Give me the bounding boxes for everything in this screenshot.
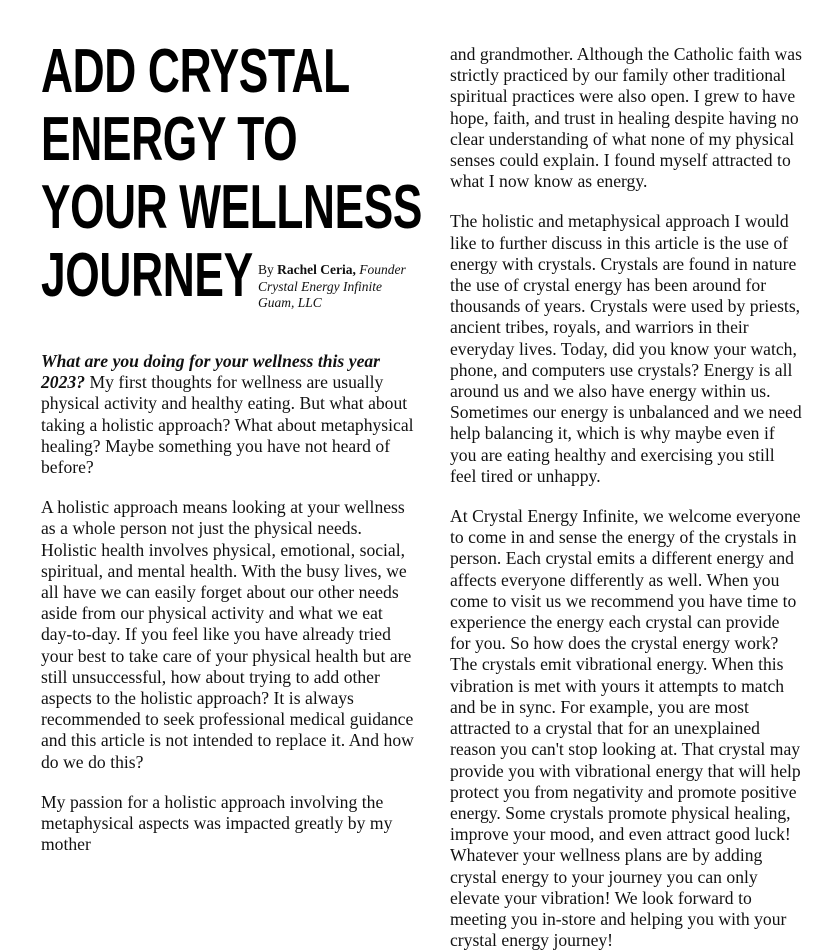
headline-line-1: ADD CRYSTAL [41,37,350,106]
headline-line-4: JOURNEY [41,241,253,310]
byline-prefix: By [258,262,278,277]
paragraph-left-2: A holistic approach means looking at your wellness as a whole person not just the physical needs. Holistic health involves physical, emotional, social, spiritual, and mental health. With the busy lives, we all have we can easily forget about our other needs aside from our physical activity and what we eat day-to-day. If you feel like you have already tried your best to take care of your physical health but are still unsuccessful, how about trying to add other aspects to the holistic approach? It is always recommended to seek professional medical guidance and this article is not intended to replace it. And how do we do this? [41,497,414,772]
lead-question: What are you doing for your wellness this year 2023? [41,351,381,393]
byline-credentials: Founder Crystal Energy Infinite Guam, LLC [258,262,406,310]
headline-line-2: ENERGY TO [41,105,298,174]
paragraph-right-1: and grandmother. Although the Catholic faith was strictly practiced by our family other traditional spiritual practices were also open. I grew to have hope, faith, and trust in healing despite having no clear understanding of what none of my physical senses could explain. I found myself attracted to what I now know as energy. [450,44,802,192]
byline [258,262,408,312]
paragraph-right-3: At Crystal Energy Infinite, we welcome everyone to come in and sense the energy of the crystals in person. Each crystal emits a different energy and affects everyone differently as well. When you come to visit us we recommend you have time to experience the energy each crystal can provide for you. So how does the crystal energy work? The crystals emit vibrational energy. When this vibration is met with yours it attempts to match and be in sync. For example, you are most attracted to a crystal that for an unexplained reason you can't stop looking at. That crystal may provide you with vibrational energy that will help protect you from negativity and promote positive energy. Some crystals promote physical healing, improve your mood, and even attract good luck! Whatever your wellness plans are by adding crystal energy to your journey you can only elevate your vibration! We look forward to meeting you in-store and helping you with your crystal energy journey! [450,506,801,951]
left-column [41,37,422,310]
left-column-body [41,351,416,855]
headline-line-3: YOUR WELLNESS [41,173,422,242]
right-column [450,44,802,951]
byline-author: Rachel Ceria, [277,262,356,277]
paragraph-left-1-body: My first thoughts for wellness are usually physical activity and healthy eating. But what about taking a holistic approach? What about metaphysical healing? Maybe something you have not heard of before? [41,372,414,478]
paragraph-left-1 [41,351,416,478]
paragraph-left-3: My passion for a holistic approach involving the metaphysical aspects was impacted greatly by my mother [41,791,393,855]
paragraph-right-2: The holistic and metaphysical approach I would like to further discuss in this article is the use of energy with crystals. Crystals are found in nature the use of crystal energy has been around for thousands of years. Crystals were used by priests, ancient tribes, royals, and warriors in their everyday lives. Today, did you know your watch, phone, and computers use crystals? Energy is all around us and we also have energy within us. Sometimes our energy is unbalanced and we need help balancing it, which is why maybe even if you are eating healthy and exercising you still feel tired or unhappy. [450,211,802,486]
